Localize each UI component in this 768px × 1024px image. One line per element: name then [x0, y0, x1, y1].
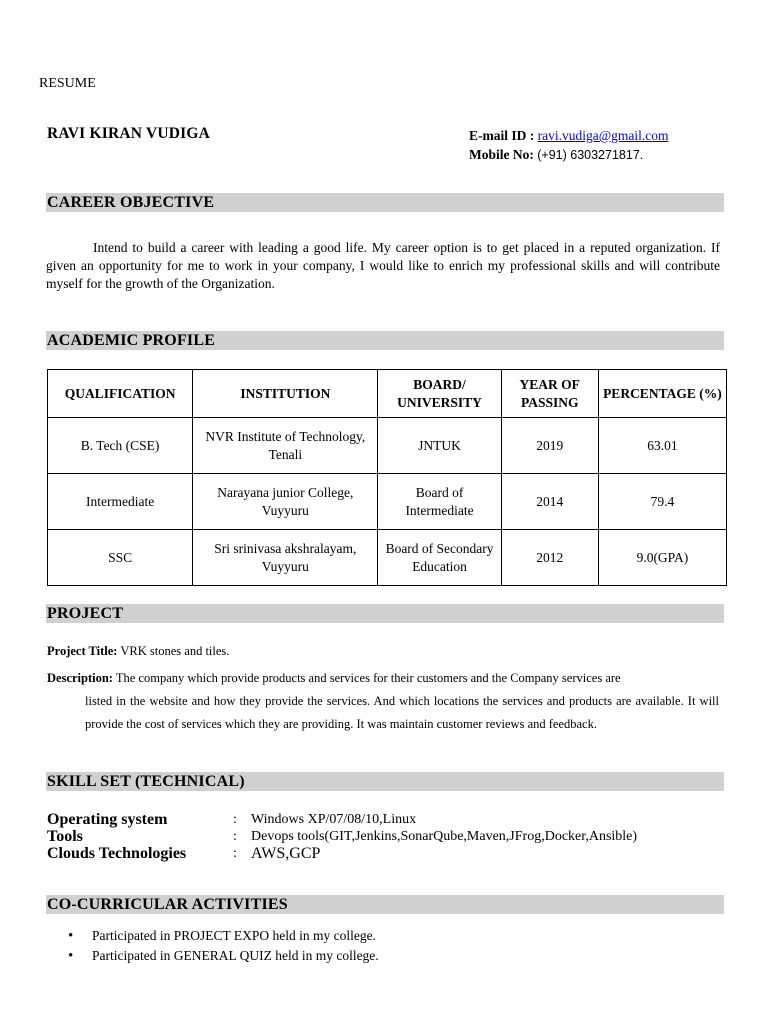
- skill-value: Devops tools(GIT,Jenkins,SonarQube,Maven,JFrog,Docker,Ansible): [251, 829, 638, 844]
- table-cell: 79.4: [598, 474, 726, 530]
- section-heading-skills: SKILL SET (TECHNICAL): [47, 773, 245, 790]
- skill-key: Operating system: [47, 811, 168, 828]
- column-header: QUALIFICATION: [48, 370, 193, 418]
- skill-key: Tools: [47, 828, 83, 845]
- table-cell: 2019: [501, 418, 598, 474]
- section-band-activities: [46, 895, 724, 914]
- table-cell: 2014: [501, 474, 598, 530]
- activities-list: [68, 926, 379, 966]
- column-header: INSTITUTION: [193, 370, 378, 418]
- email-label: E-mail ID :: [469, 128, 535, 143]
- section-band-skills: [46, 772, 724, 791]
- table-cell: 63.01: [598, 418, 726, 474]
- project-description: [47, 667, 719, 736]
- skill-value: Windows XP/07/08/10,Linux: [251, 812, 417, 827]
- table-header-row: [48, 370, 727, 418]
- skill-key: Clouds Technologies: [47, 845, 187, 862]
- project-description-rest: listed in the website and how they provide the services. And which locations the services and products are available. It will provide the cost of services which they are providing. It was maintain customer reviews and feedback.: [85, 694, 719, 731]
- skill-separator: :: [233, 829, 237, 844]
- document-label: RESUME: [39, 76, 96, 91]
- table-cell: Board of Intermediate: [378, 474, 501, 530]
- section-heading-project: PROJECT: [47, 605, 124, 622]
- skill-separator: :: [233, 812, 237, 827]
- academic-table: [47, 369, 727, 586]
- column-header: YEAR OF PASSING: [501, 370, 598, 418]
- career-objective-text: Intend to build a career with leading a good life. My career option is to get placed in a reputed organization. If given an opportunity for me to work in your company, I would like to enrich my professional skills and will contribute myself for the growth of the Organization.: [46, 240, 720, 291]
- section-band-academic: [46, 331, 724, 350]
- table-cell: Board of Secondary Education: [378, 530, 501, 586]
- project-title: VRK stones and tiles.: [120, 644, 230, 658]
- table-cell: 9.0(GPA): [598, 530, 726, 586]
- project-title-label: Project Title:: [47, 644, 118, 658]
- table-cell: SSC: [48, 530, 193, 586]
- table-cell: JNTUK: [378, 418, 501, 474]
- table-cell: NVR Institute of Technology, Tenali: [193, 418, 378, 474]
- section-heading-career: CAREER OBJECTIVE: [47, 194, 215, 211]
- column-header: PERCENTAGE (%): [598, 370, 726, 418]
- table-row: [48, 474, 727, 530]
- project-description-first: The company which provide products and services for their customers and the Company services are: [115, 671, 621, 685]
- table-cell: Narayana junior College, Vuyyuru: [193, 474, 378, 530]
- mobile-line: [469, 145, 669, 165]
- mobile-number: (+91) 6303271817.: [537, 148, 644, 162]
- table-row: [48, 418, 727, 474]
- column-header: BOARD/ UNIVERSITY: [378, 370, 501, 418]
- table-cell: Intermediate: [48, 474, 193, 530]
- section-band-career: [46, 193, 724, 212]
- contact-block: [469, 126, 669, 165]
- project-description-label: Description:: [47, 671, 113, 685]
- section-heading-academic: ACADEMIC PROFILE: [47, 332, 216, 349]
- project-title-line: [47, 640, 719, 663]
- list-item: • Participated in PROJECT EXPO held in my college.: [68, 926, 379, 946]
- candidate-name: RAVI KIRAN VUDIGA: [47, 125, 211, 142]
- skill-separator: :: [233, 846, 237, 861]
- table-row: [48, 530, 727, 586]
- list-item: • Participated in GENERAL QUIZ held in my college.: [68, 946, 379, 966]
- email-line: [469, 126, 669, 145]
- mobile-label: Mobile No:: [469, 147, 534, 162]
- email-link[interactable]: ravi.vudiga@gmail.com: [537, 128, 669, 143]
- table-cell: 2012: [501, 530, 598, 586]
- section-band-project: [46, 604, 724, 623]
- section-heading-activities: CO-CURRICULAR ACTIVITIES: [47, 896, 288, 913]
- table-cell: Sri srinivasa akshralayam, Vuyyuru: [193, 530, 378, 586]
- skill-value: AWS,GCP: [251, 845, 321, 862]
- table-cell: B. Tech (CSE): [48, 418, 193, 474]
